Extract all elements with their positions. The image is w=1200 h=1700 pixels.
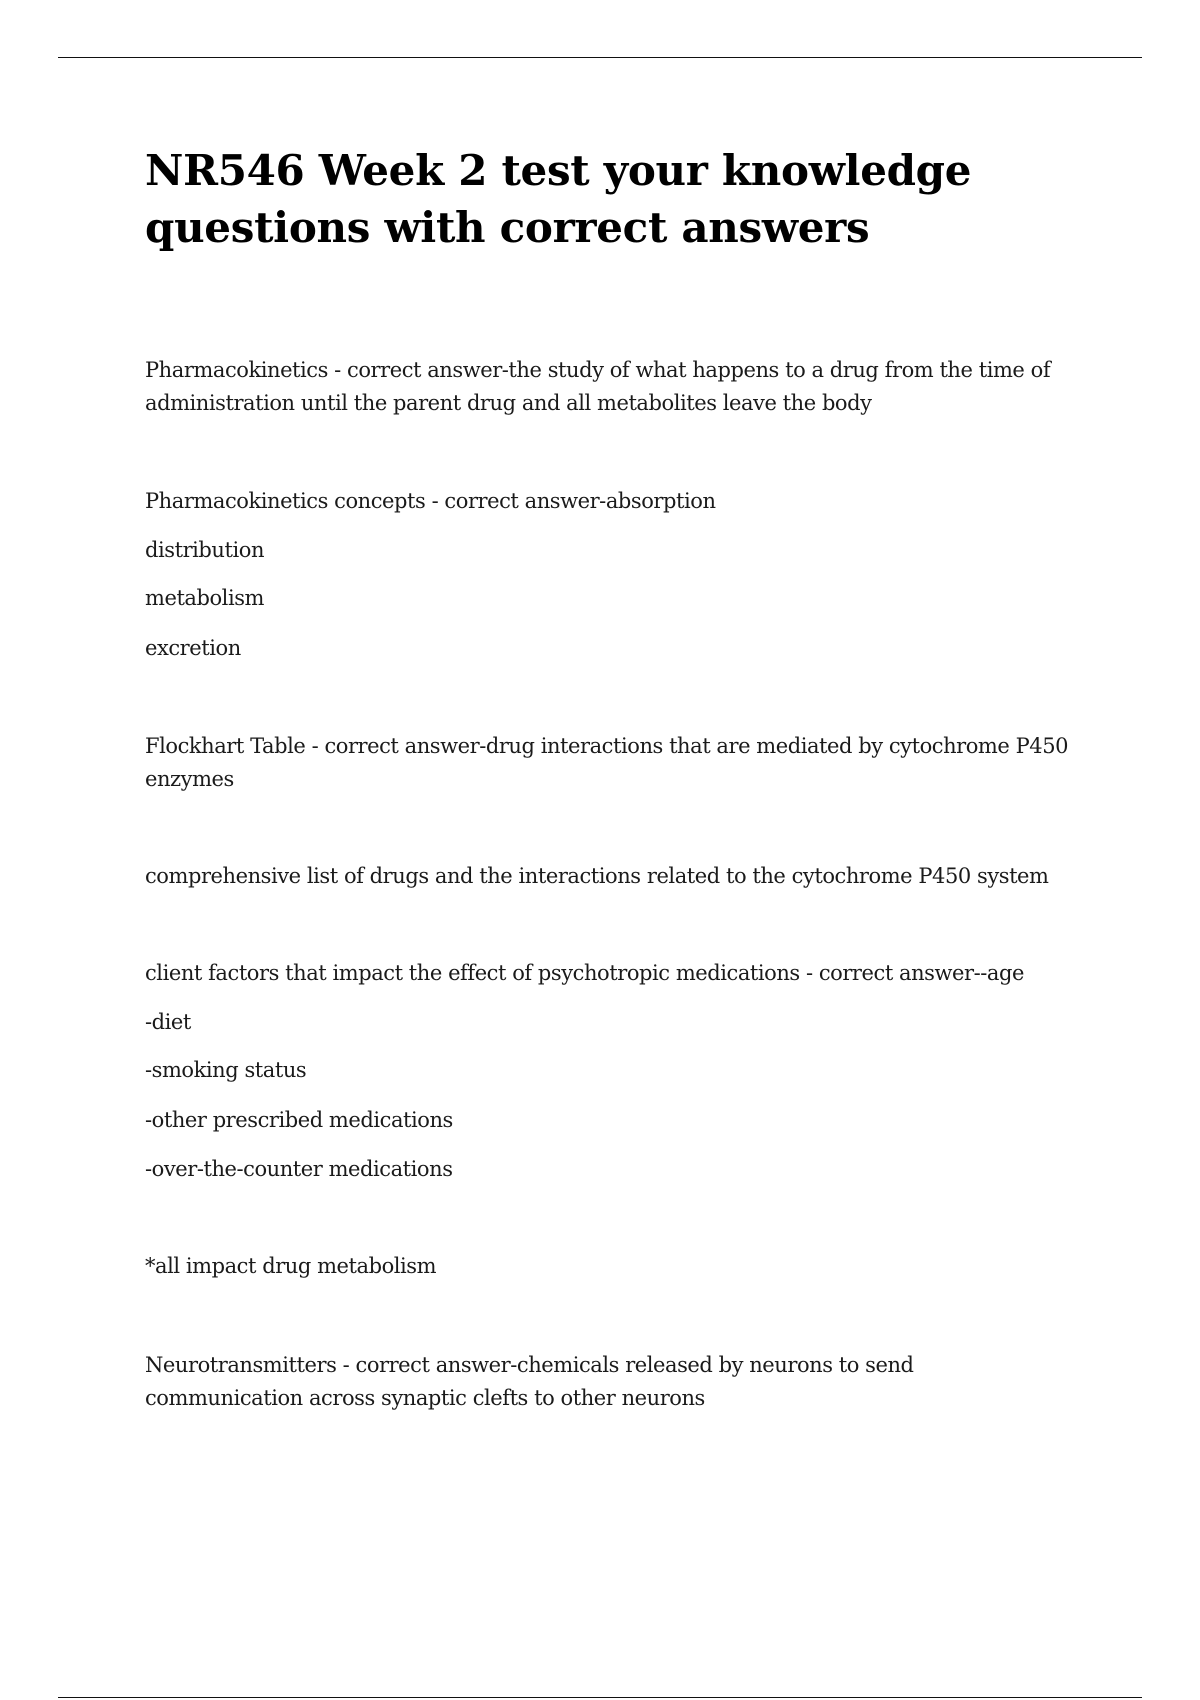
- entry-flockhart-description: comprehensive list of drugs and the interactions related to the cytochrome P450 system: [145, 864, 1049, 888]
- page-title: NR546 Week 2 test your knowledge questions with correct answers: [145, 146, 972, 252]
- list-item-excretion: excretion: [145, 636, 241, 660]
- note-metabolism-impact: *all impact drug metabolism: [145, 1254, 437, 1278]
- list-item-other-prescribed: -other prescribed medications: [145, 1108, 453, 1132]
- entry-flockhart-table: Flockhart Table - correct answer-drug interactions that are mediated by cytochrome P450 enzymes: [145, 734, 1069, 791]
- list-item-otc-medications: -over-the-counter medications: [145, 1157, 453, 1181]
- top-rule: [58, 57, 1142, 58]
- entry-client-factors: client factors that impact the effect of psychotropic medications - correct answer--age: [145, 961, 1024, 985]
- bottom-rule: [58, 1697, 1142, 1698]
- entry-pharmacokinetics-concepts: Pharmacokinetics concepts - correct answer-absorption: [145, 489, 716, 513]
- list-item-metabolism: metabolism: [145, 586, 265, 610]
- list-item-distribution: distribution: [145, 538, 265, 562]
- list-item-diet: -diet: [145, 1010, 191, 1034]
- entry-neurotransmitters: Neurotransmitters - correct answer-chemicals released by neurons to send communication across synaptic clefts to other neurons: [145, 1353, 914, 1410]
- entry-pharmacokinetics: Pharmacokinetics - correct answer-the study of what happens to a drug from the time of administration until the parent drug and all metabolites leave the body: [145, 358, 1051, 415]
- list-item-smoking-status: -smoking status: [145, 1058, 307, 1082]
